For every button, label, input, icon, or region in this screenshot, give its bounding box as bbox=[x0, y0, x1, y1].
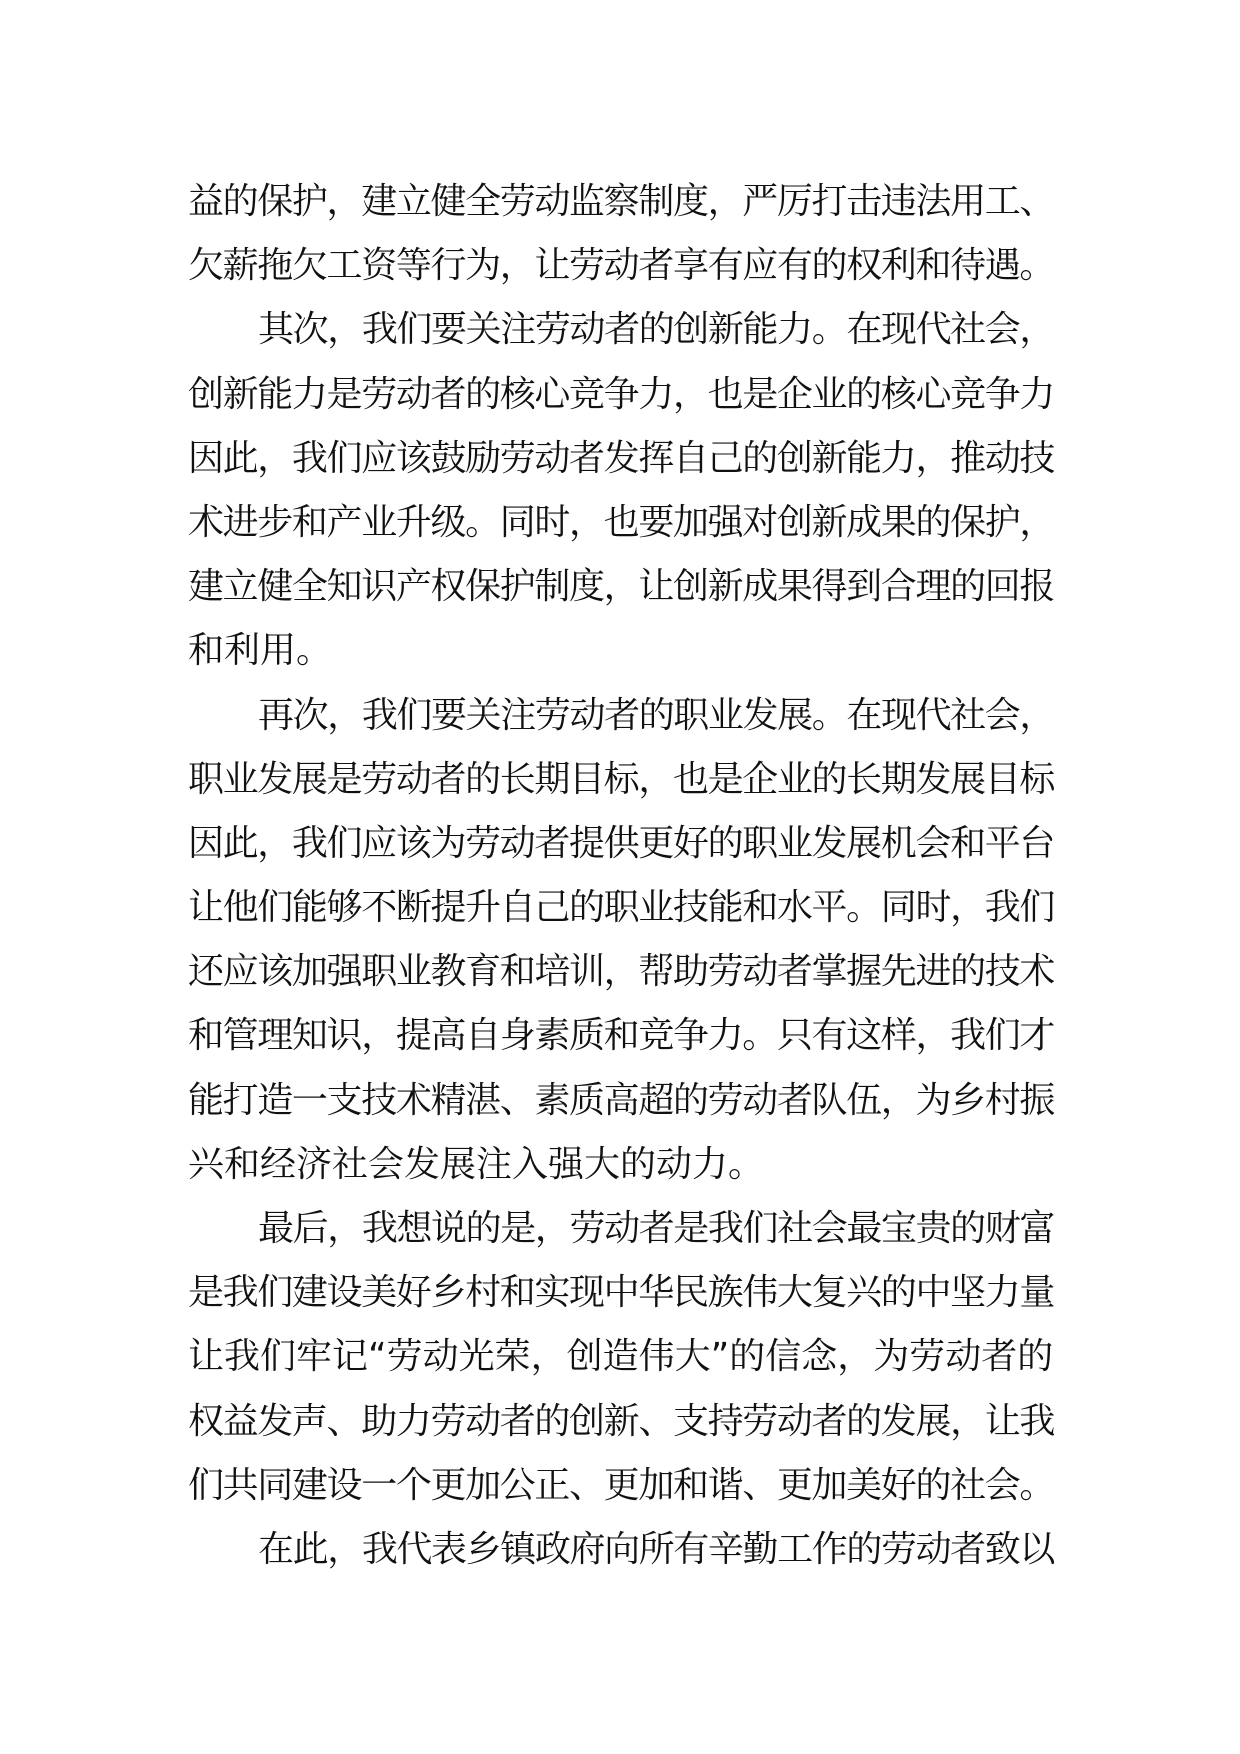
text-line: 建立健全知识产权保护制度，让创新成果得到合理的回报 bbox=[188, 566, 1054, 608]
text-line: 因此，我们应该鼓励劳动者发挥自己的创新能力，推动技 bbox=[188, 437, 1054, 479]
text-line: 和利用。 bbox=[188, 630, 333, 672]
text-line: 创新能力是劳动者的核心竞争力，也是企业的核心竞争力 bbox=[188, 373, 1054, 415]
paragraph-first-line: 最后，我想说的是，劳动者是我们社会最宝贵的财富 bbox=[258, 1208, 1054, 1249]
text-line: 能打造一支技术精湛、素质高超的劳动者队伍，为乡村振 bbox=[188, 1079, 1054, 1121]
document-body-text bbox=[188, 170, 1054, 1582]
text-line: 兴和经济社会发展注入强大的动力。 bbox=[188, 1143, 765, 1185]
text-line: 权益发声、助力劳动者的创新、支持劳动者的发展，让我 bbox=[188, 1400, 1054, 1442]
text-line: 因此，我们应该为劳动者提供更好的职业发展机会和平台 bbox=[188, 822, 1054, 864]
paragraph-first-line: 再次，我们要关注劳动者的职业发展。在现代社会， bbox=[258, 694, 1054, 736]
text-line: 让我们牢记“劳动光荣，创造伟大”的信念，为劳动者的 bbox=[188, 1336, 1054, 1378]
text-line: 职业发展是劳动者的长期目标，也是企业的长期发展目标 bbox=[188, 758, 1054, 800]
paragraph-first-line: 在此，我代表乡镇政府向所有辛勤工作的劳动者致以 bbox=[258, 1528, 1054, 1570]
text-line: 让他们能够不断提升自己的职业技能和水平。同时，我们 bbox=[188, 887, 1054, 929]
text-line: 是我们建设美好乡村和实现中华民族伟大复兴的中坚力量 bbox=[188, 1272, 1054, 1314]
text-line: 术进步和产业升级。同时，也要加强对创新成果的保护， bbox=[188, 501, 1054, 543]
text-line: 们共同建设一个更加公正、更加和谐、更加美好的社会。 bbox=[188, 1464, 1054, 1506]
text-line: 还应该加强职业教育和培训，帮助劳动者掌握先进的技术 bbox=[188, 951, 1054, 993]
paragraph-first-line: 其次，我们要关注劳动者的创新能力。在现代社会， bbox=[258, 309, 1054, 351]
text-line: 益的保护，建立健全劳动监察制度，严厉打击违法用工、 bbox=[188, 181, 1054, 222]
text-line: 和管理知识，提高自身素质和竞争力。只有这样，我们才 bbox=[188, 1015, 1054, 1057]
text-line: 欠薪拖欠工资等行为，让劳动者享有应有的权利和待遇。 bbox=[188, 245, 1054, 287]
